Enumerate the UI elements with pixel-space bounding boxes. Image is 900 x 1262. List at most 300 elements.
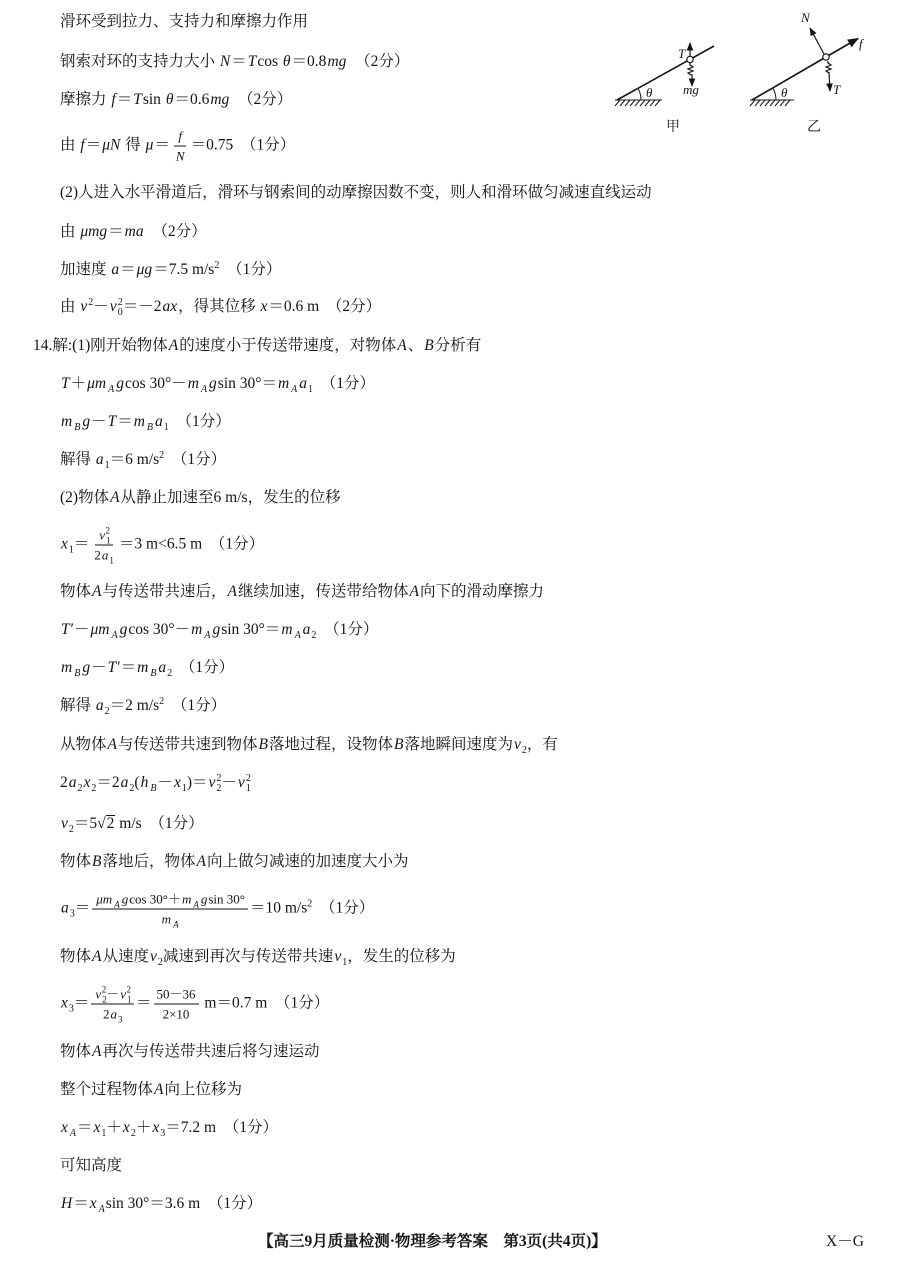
page-footer: 【高三9月质量检测·物理参考答案 第3页(共4页)】 xyxy=(258,1233,607,1250)
math-variable: x xyxy=(89,1195,97,1212)
answer-line xyxy=(60,260,281,280)
subscript: 1 xyxy=(308,384,314,395)
answer-line xyxy=(60,412,231,432)
fraction xyxy=(172,128,189,165)
text-run: ＝ xyxy=(77,1119,93,1136)
caption-yi: 乙 xyxy=(807,120,821,135)
fraction-numerator xyxy=(174,128,186,147)
answer-line xyxy=(60,90,292,110)
math-variable: A xyxy=(92,1043,102,1060)
math-variable: f xyxy=(111,91,116,108)
text-run: 、 xyxy=(407,337,424,354)
text-run: 向下的滑动摩擦力 xyxy=(419,583,544,600)
math-variable: m xyxy=(161,911,172,927)
math-variable: μ xyxy=(145,136,154,154)
answer-line xyxy=(60,297,381,317)
math-variable: A xyxy=(92,948,102,965)
superscript: 2 xyxy=(126,984,131,995)
text-run: 落地过程，设物体 xyxy=(268,736,393,753)
answer-line xyxy=(60,12,308,32)
text-run: 由 xyxy=(60,136,80,154)
subscript: 2 xyxy=(157,957,163,968)
superscript: 2 xyxy=(307,898,313,910)
text-run: 物体 xyxy=(60,948,92,965)
text-run: － xyxy=(157,774,173,791)
text-run: ＝ xyxy=(120,261,136,278)
superscript: 2 xyxy=(159,696,165,707)
math-variable: a xyxy=(111,261,120,278)
text-run: cos 30°－ xyxy=(128,621,191,638)
math-variable: A xyxy=(409,583,419,600)
angle-arc xyxy=(773,88,776,100)
text-run: ＝ xyxy=(154,136,170,154)
math-variable: x xyxy=(152,1119,160,1136)
superscript: 2 xyxy=(216,773,222,784)
force-diagrams xyxy=(600,0,880,140)
text-run: cos 30°＋ xyxy=(129,891,181,907)
subscript: 2 xyxy=(130,1128,136,1139)
text-run: cos 30°－ xyxy=(124,375,187,392)
text-run: 继续加速，传送带给物体 xyxy=(237,583,409,600)
text-run: ，有 xyxy=(526,736,558,753)
text-run: ＝－2 xyxy=(122,298,162,315)
answer-line xyxy=(60,986,329,1023)
answer-line xyxy=(60,773,251,793)
subscript: A xyxy=(173,919,179,930)
subscript: B xyxy=(74,668,81,679)
text-run: （2分） xyxy=(347,53,410,70)
text-run: m/s （1分） xyxy=(115,815,204,832)
math-variable: T xyxy=(247,53,257,70)
answer-line xyxy=(60,183,652,203)
math-variable: x xyxy=(122,1119,130,1136)
subscript: A xyxy=(69,1128,76,1139)
steel-cable xyxy=(617,46,714,100)
tension-label: T xyxy=(678,46,686,61)
math-variable: h xyxy=(140,774,149,791)
math-variable: v xyxy=(99,527,106,543)
superscript: 2 xyxy=(88,297,94,308)
subscript: A xyxy=(291,384,298,395)
math-variable: θ xyxy=(165,91,174,108)
text-run: ＝ xyxy=(73,994,90,1012)
text-run: 从物体 xyxy=(60,736,107,753)
text-run: 可知高度 xyxy=(60,1157,123,1174)
math-variable: a xyxy=(158,659,167,676)
text-run: （1分） xyxy=(316,621,379,638)
math-variable: v xyxy=(237,774,245,791)
friction-arrow xyxy=(826,39,858,58)
math-variable: v xyxy=(80,298,88,315)
fraction-numerator xyxy=(95,527,113,546)
subscript: 2 xyxy=(104,706,110,717)
superscript: 2 xyxy=(117,297,123,308)
text-run: 再次与传送带共速后将匀速运动 xyxy=(102,1043,320,1060)
text-run: sin 30° xyxy=(208,891,245,907)
text-run: ＝7.5 m/s xyxy=(153,261,215,278)
sqrt-radicand: 2 xyxy=(106,815,115,832)
text-run: ＝2 xyxy=(96,774,120,791)
answer-line xyxy=(60,527,264,564)
subscript: 2 xyxy=(216,783,222,794)
text-run: （2分） xyxy=(144,223,207,240)
text-run: 落地瞬间速度为 xyxy=(404,736,513,753)
math-variable: m xyxy=(137,659,149,676)
text-run: ＝ xyxy=(85,136,102,154)
angle-label: θ xyxy=(781,85,788,100)
ground-hatch xyxy=(750,100,794,106)
math-variable: B xyxy=(258,736,268,753)
math-variable: a xyxy=(68,774,77,791)
text-run: ，发生的位移为 xyxy=(347,948,456,965)
math-variable: B xyxy=(393,736,404,753)
answer-line xyxy=(60,450,226,470)
math-variable: g xyxy=(209,375,217,392)
subscript: 2 xyxy=(521,745,527,756)
text-run: 2 xyxy=(60,774,68,791)
text-run: sin 30°＝3.6 m （1分） xyxy=(105,1195,263,1212)
text-run: cos xyxy=(257,53,282,70)
text-run: 钢索对环的支持力大小 xyxy=(60,53,219,70)
text-run: （1分） xyxy=(219,261,282,278)
text-run: ＝ xyxy=(135,994,152,1012)
subscript: A xyxy=(111,630,118,641)
math-variable: T xyxy=(133,91,142,108)
text-run: ＝7.2 m （1分） xyxy=(165,1119,279,1136)
subscript: A xyxy=(108,384,115,395)
math-variable: x xyxy=(61,1119,68,1136)
text-run: 滑环受到拉力、支持力和摩擦力作用 xyxy=(60,13,309,30)
math-variable: μmg xyxy=(80,223,108,240)
diagram-yi xyxy=(750,10,865,135)
math-variable: x xyxy=(173,774,181,791)
text-run: 的速度小于传送带速度，对物体 xyxy=(179,337,397,354)
math-variable: a xyxy=(299,375,308,392)
math-variable: μg xyxy=(136,261,153,278)
answer-line xyxy=(60,947,456,967)
text-run: 向上位移为 xyxy=(164,1081,242,1098)
math-variable: θ xyxy=(282,53,291,70)
math-variable: g xyxy=(121,891,129,907)
superscript: 2 xyxy=(105,525,111,536)
text-run: (2)物体 xyxy=(60,489,110,506)
question-14-heading xyxy=(33,336,481,356)
math-variable: g xyxy=(200,891,208,907)
math-variable: a xyxy=(95,451,104,468)
text-run: ＋ xyxy=(70,375,87,392)
text-run: － xyxy=(93,298,109,315)
slider-ring xyxy=(687,56,693,62)
fraction-denominator xyxy=(172,147,189,165)
math-variable: v xyxy=(120,986,126,1002)
math-variable: m xyxy=(133,413,145,430)
fraction-denominator xyxy=(100,1005,126,1023)
text-run: 减速到再次与传送带共速 xyxy=(162,948,334,965)
math-variable: a xyxy=(120,774,129,791)
subscript: A xyxy=(204,630,211,641)
text-run: 加速度 xyxy=(60,261,111,278)
subscript: 1 xyxy=(181,783,187,794)
superscript: 2 xyxy=(245,773,251,784)
math-variable: A xyxy=(397,337,407,354)
math-variable: m xyxy=(277,375,290,392)
math-variable: B xyxy=(424,337,434,354)
text-run: （1分） xyxy=(164,697,227,714)
math-variable: x xyxy=(260,298,268,315)
text-run: 与传送带共速后， xyxy=(102,583,227,600)
math-variable: v xyxy=(208,774,216,791)
subscript: B xyxy=(150,668,157,679)
text-run: ＝ xyxy=(117,413,133,430)
text-run: （2分） xyxy=(230,91,293,108)
subscript: 2 xyxy=(77,783,83,794)
math-variable: g xyxy=(119,621,128,638)
text-run: 得 xyxy=(121,136,145,154)
math-variable: A xyxy=(92,583,102,600)
text-run: 与传送带共速到物体 xyxy=(117,736,258,753)
math-variable: a xyxy=(302,621,311,638)
angle-label: θ xyxy=(646,85,653,100)
text-run: ＝0.6 xyxy=(174,91,210,108)
superscript: 2 xyxy=(159,450,165,461)
math-variable: v xyxy=(109,298,117,315)
answer-line xyxy=(60,222,207,242)
text-run: （1分） xyxy=(172,659,235,676)
text-run: ＝10 m/s xyxy=(249,899,308,917)
text-run: ＝ xyxy=(108,223,124,240)
answer-line xyxy=(60,735,558,755)
text-run: 物体 xyxy=(60,853,92,870)
math-variable: a xyxy=(155,413,163,430)
hanging-load xyxy=(688,63,693,75)
subscript: 1 xyxy=(126,994,132,1005)
text-run: sin 30°＝ xyxy=(217,375,277,392)
subscript: B xyxy=(74,422,81,433)
steel-cable xyxy=(752,57,826,100)
math-variable: v xyxy=(513,736,521,753)
fraction xyxy=(91,527,117,564)
caption-jia: 甲 xyxy=(666,120,680,135)
text-run: ＝3 m<6.5 m （1分） xyxy=(118,535,265,553)
text-run: － xyxy=(74,621,90,638)
fraction-denominator xyxy=(158,910,183,928)
text-run: 由 xyxy=(60,223,80,240)
superscript: 2 xyxy=(214,260,220,271)
math-variable: N xyxy=(219,53,231,70)
math-variable: μm xyxy=(87,375,107,392)
answer-line xyxy=(60,696,226,716)
math-variable: x xyxy=(83,774,91,791)
math-variable: A xyxy=(154,1081,164,1098)
text-run: 由 xyxy=(60,298,80,315)
answer-line xyxy=(60,1118,278,1138)
math-variable: μN xyxy=(102,136,121,154)
text-run: （1分） xyxy=(313,375,376,392)
answer-line xyxy=(60,128,295,165)
text-run: )＝ xyxy=(186,774,208,791)
math-variable: A xyxy=(196,853,206,870)
subscript: 0 xyxy=(117,307,123,318)
text-run: （1分） xyxy=(164,451,227,468)
math-variable: f xyxy=(178,128,183,144)
text-run: － xyxy=(91,659,107,676)
tension-arrow xyxy=(829,72,830,91)
text-run: 整个过程物体 xyxy=(60,1081,154,1098)
math-variable: v xyxy=(334,948,342,965)
superscript: 2 xyxy=(101,984,107,995)
math-variable: A xyxy=(168,337,179,354)
gravity-label: mg xyxy=(683,82,699,97)
math-variable: v xyxy=(61,815,68,832)
text-run: － xyxy=(106,986,120,1002)
text-run: ＋ xyxy=(106,1119,122,1136)
text-run: m＝0.7 m （1分） xyxy=(200,994,330,1012)
subscript: B xyxy=(146,422,154,433)
text-run: sin 30°＝ xyxy=(221,621,281,638)
math-variable: a xyxy=(110,1006,117,1022)
subscript: 2 xyxy=(311,630,317,641)
subscript: 2 xyxy=(102,994,107,1005)
answer-line xyxy=(60,1080,242,1100)
hanging-load xyxy=(826,61,831,73)
math-variable: m xyxy=(181,891,192,907)
text-run: (2)人进入水平滑道后，滑环与钢索间的动摩擦因数不变，则人和滑环做匀减速直线运动 xyxy=(60,184,652,201)
text-run: 50－36 xyxy=(156,986,196,1002)
text-run: 物体 xyxy=(60,1043,92,1060)
text-run: 2 xyxy=(102,1006,110,1022)
subscript: A xyxy=(114,899,120,910)
answer-line xyxy=(60,1156,122,1176)
text-run: （1分） xyxy=(168,413,231,430)
text-run: ＋ xyxy=(135,1119,152,1136)
answer-line xyxy=(60,582,544,602)
slider-ring xyxy=(823,54,829,60)
math-variable: T xyxy=(61,375,70,392)
text-run: － xyxy=(221,774,237,791)
subscript: 1 xyxy=(109,555,114,566)
text-run: 物体 xyxy=(60,583,92,600)
fraction-denominator xyxy=(160,1005,193,1023)
math-variable: A xyxy=(110,489,120,506)
text-run: ，得其位移 xyxy=(178,298,260,315)
answer-line xyxy=(60,1042,320,1062)
text-run: （1分） xyxy=(312,899,375,917)
fraction-numerator xyxy=(91,986,134,1005)
math-variable: T xyxy=(107,413,117,430)
answer-line xyxy=(60,658,234,678)
text-run: ＝0.75 （1分） xyxy=(190,136,296,154)
answer-line xyxy=(60,374,375,394)
math-variable: g xyxy=(82,659,91,676)
ground-hatch xyxy=(615,100,662,106)
answer-line xyxy=(60,891,374,928)
text-run: ＝ xyxy=(120,659,137,676)
angle-arc xyxy=(638,88,641,100)
math-variable: ax xyxy=(162,298,178,315)
math-variable: f xyxy=(80,136,85,154)
page-code: X－G xyxy=(826,1233,864,1250)
answer-line xyxy=(60,52,409,72)
text-run: sin xyxy=(142,91,165,108)
math-variable: a xyxy=(95,697,104,714)
answer-line xyxy=(60,488,341,508)
subscript: B xyxy=(150,783,157,794)
subscript: 3 xyxy=(160,1128,166,1139)
fraction-numerator xyxy=(154,986,199,1005)
math-variable: T′ xyxy=(107,659,120,676)
subscript: 3 xyxy=(117,1014,123,1025)
text-run: 从速度 xyxy=(102,948,149,965)
math-variable: m xyxy=(191,621,203,638)
math-variable: g xyxy=(212,621,221,638)
math-variable: B xyxy=(92,853,102,870)
subscript: 1 xyxy=(245,783,251,794)
text-run: 落地后，物体 xyxy=(102,853,196,870)
math-variable: v xyxy=(95,986,102,1002)
math-variable: μm xyxy=(90,621,110,638)
math-variable: m xyxy=(187,375,199,392)
subscript: A xyxy=(200,384,208,395)
subscript: 1 xyxy=(342,957,348,968)
text-run: 2 xyxy=(94,547,101,563)
math-variable: μm xyxy=(96,891,113,907)
text-run: 解得 xyxy=(60,451,95,468)
subscript: A xyxy=(193,899,199,910)
normal-force-arrow xyxy=(810,28,824,54)
math-variable: mg xyxy=(327,53,347,70)
math-variable: m xyxy=(61,413,73,430)
math-variable: T′ xyxy=(61,621,74,638)
fraction-numerator xyxy=(92,891,248,910)
subscript: A xyxy=(294,630,301,641)
math-variable: x xyxy=(61,994,68,1012)
text-run: 2×10 xyxy=(162,1006,190,1022)
math-variable: m xyxy=(61,659,73,676)
text-run: ＝ xyxy=(74,899,91,917)
subscript: 2 xyxy=(129,783,135,794)
subscript: 1 xyxy=(68,544,74,556)
text-run: 向上做匀减速的加速度大小为 xyxy=(206,853,409,870)
answer-line xyxy=(60,1194,262,1214)
text-run: ＝ xyxy=(231,53,247,70)
subscript: 1 xyxy=(101,1128,107,1139)
math-variable: g xyxy=(116,375,124,392)
text-run: 14.解:(1)刚开始物体 xyxy=(33,337,168,354)
text-run: ＝ xyxy=(73,535,90,553)
subscript: 2 xyxy=(91,783,97,794)
tension-label: T xyxy=(833,82,841,97)
subscript: 1 xyxy=(104,460,110,471)
friction-label: f xyxy=(859,36,863,51)
fraction xyxy=(92,891,248,928)
subscript: A xyxy=(98,1204,105,1215)
answer-line xyxy=(60,814,204,834)
text-run: 摩擦力 xyxy=(60,91,111,108)
math-variable: m xyxy=(281,621,293,638)
subscript: 1 xyxy=(106,535,111,546)
subscript: 2 xyxy=(167,668,173,679)
text-run: － xyxy=(91,413,107,430)
math-variable: A xyxy=(227,583,237,600)
math-variable: ma xyxy=(124,223,144,240)
text-run: ＝ xyxy=(116,91,133,108)
math-variable: g xyxy=(82,413,91,430)
math-variable: H xyxy=(61,1195,73,1212)
math-variable: v xyxy=(150,948,157,965)
answer-line xyxy=(60,852,408,872)
subscript: 3 xyxy=(69,908,75,920)
text-run: 从静止加速至6 m/s，发生的位移 xyxy=(120,489,341,506)
